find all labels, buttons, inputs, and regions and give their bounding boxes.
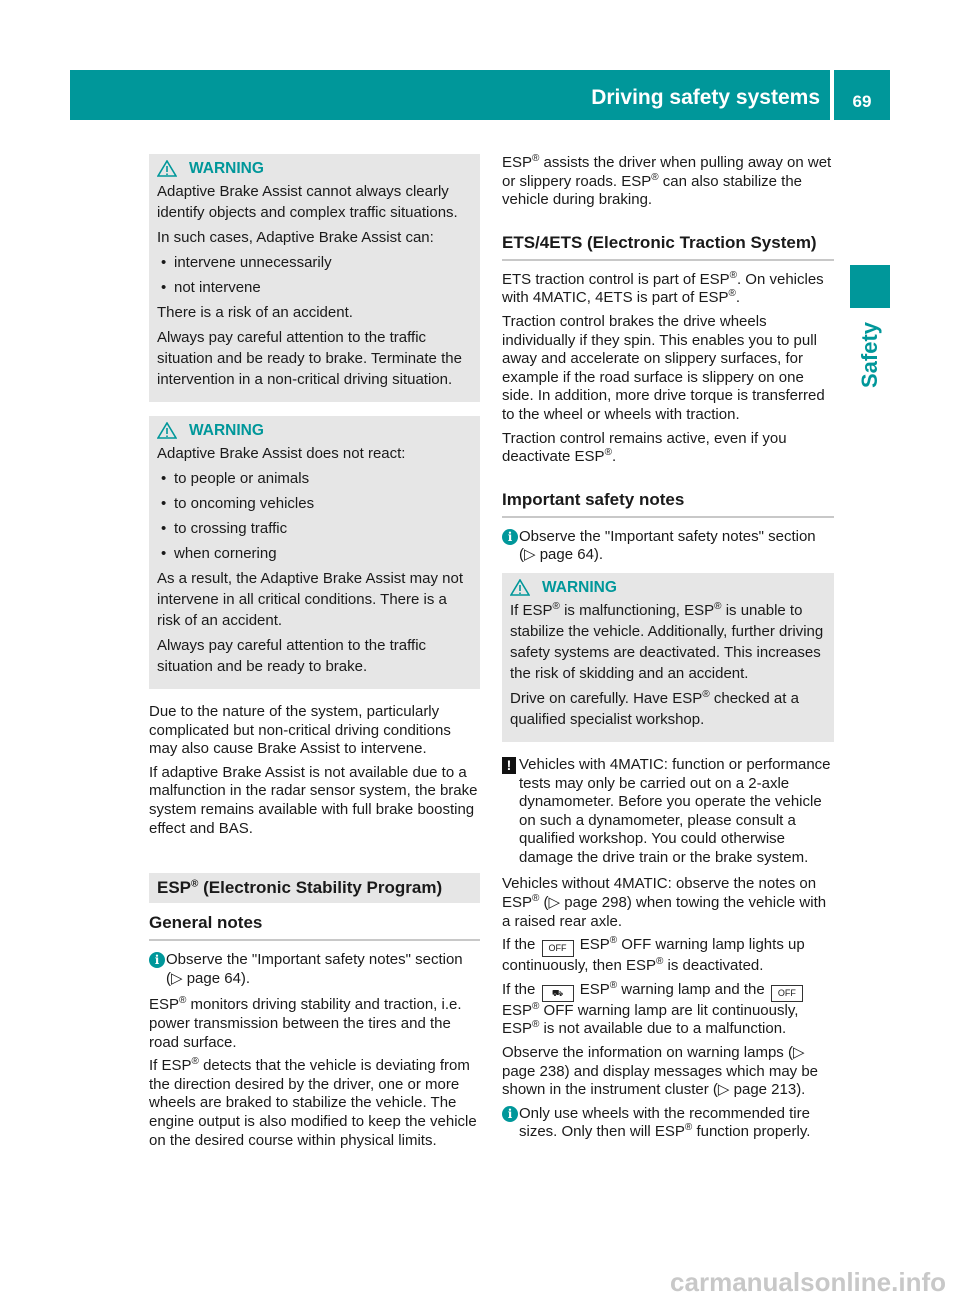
warning-triangle-icon: [157, 160, 177, 177]
warning-triangle-icon: [510, 579, 530, 596]
text: ETS traction control is part of ESP®. On vehicles with 4MATIC, 4ETS is part of ESP®.: [502, 269, 824, 307]
text: Adaptive Brake Assist cannot always clearly identify objects and complex traffic situations.: [157, 183, 458, 221]
info-icon: i: [149, 952, 165, 968]
text: Always pay careful attention to the traffic situation and be ready to brake. Terminate the intervention in a non-critical driving situation.: [157, 329, 462, 388]
text: ESP® monitors driving stability and traction, i.e. power transmission between the tires and the road surface.: [149, 995, 462, 1051]
caution-note: [502, 756, 834, 868]
text: In such cases, Adaptive Brake Assist can:: [157, 229, 434, 246]
text: If the OFF ESP® OFF warning lamp lights up continuously, then ESP® is deactivated.: [502, 935, 805, 975]
bullet-item: • intervene unnecessarily: [157, 252, 472, 273]
header-bar: [70, 70, 830, 120]
esp-off-lamp-icon: OFF: [771, 985, 803, 1002]
text: There is a risk of an accident.: [157, 304, 353, 321]
left-column: [149, 154, 480, 1155]
esp-warning-lamp-icon: ⛟: [542, 985, 574, 1002]
warning-triangle-icon: [157, 422, 177, 439]
side-tab-marker: [850, 265, 890, 308]
warning-box: [502, 573, 834, 742]
text: Traction control remains active, even if you deactivate ESP®.: [502, 429, 787, 466]
text: Only use wheels with the recommended tire sizes. Only then will ESP® function properly.: [519, 1104, 811, 1141]
info-note: [149, 951, 480, 988]
info-note: [502, 1105, 834, 1142]
text: ESP® assists the driver when pulling away on wet or slippery roads. ESP® can also stabilize the vehicle during braking.: [502, 153, 832, 209]
warning-box: [149, 154, 480, 402]
watermark: carmanualsonline.info: [670, 1267, 946, 1297]
text: Traction control brakes the drive wheels individually if they spin. This enables you to pull away and accelerate on slippery surfaces, for example if the road surface is slippery on one side. In addition, more drive torque is transferred to the wheel or wheels with traction.: [502, 312, 825, 423]
important-safety-heading: Important safety notes: [502, 490, 834, 518]
esp-heading: ESP® (Electronic Stability Program): [149, 873, 480, 903]
text: Observe the information on warning lamps (▷ page 238) and display messages which may be shown in the instrument cluster (▷ page 213).: [502, 1044, 819, 1099]
bullet-item: • when cornering: [157, 543, 472, 564]
text: If adaptive Brake Assist is not available due to a malfunction in the radar sensor system, the brake system remains available with full brake boosting effect and BAS.: [149, 763, 478, 837]
side-tab-label: Safety: [857, 321, 882, 389]
page-number: 69: [834, 70, 890, 120]
text: Drive on carefully. Have ESP® checked at a qualified specialist workshop.: [510, 688, 799, 728]
text: If ESP® is malfunctioning, ESP® is unable to stabilize the vehicle. Additionally, further driving safety systems are deactivated. This increases the risk of skidding and an accident.: [510, 600, 824, 682]
right-column: [502, 154, 834, 1150]
text: Due to the nature of the system, particularly complicated but non-critical driving conditions may also cause Brake Assist to intervene.: [149, 703, 451, 758]
bullet-item: • to oncoming vehicles: [157, 493, 472, 514]
text: Vehicles with 4MATIC: function or performance tests may only be carried out on a 2-axle dynamometer. Before you operate the vehicle on such a dynamometer, please consult a qualified workshop. You could otherwise damage the drive train or the brake system.: [519, 755, 831, 866]
exclamation-icon: !: [502, 757, 516, 774]
bullet-item: • not intervene: [157, 277, 472, 298]
text: Vehicles without 4MATIC: observe the notes on ESP® (▷ page 298) when towing the vehicle with a raised rear axle.: [502, 875, 827, 930]
bullet-item: • to people or animals: [157, 468, 472, 489]
warning-label: WARNING: [542, 578, 617, 596]
text: Observe the "Important safety notes" section (▷ page 64).: [166, 951, 463, 987]
bullet-item: • to crossing traffic: [157, 518, 472, 539]
esp-off-lamp-icon: OFF: [542, 940, 574, 957]
general-notes-heading: General notes: [149, 913, 480, 941]
section-title: Driving safety systems: [591, 86, 820, 109]
text: As a result, the Adaptive Brake Assist may not intervene in all critical conditions. There is a risk of an accident.: [157, 570, 463, 629]
text: Observe the "Important safety notes" section (▷ page 64).: [519, 527, 816, 564]
warning-label: WARNING: [189, 160, 264, 177]
warning-box: [149, 416, 480, 689]
ets-heading: ETS/4ETS (Electronic Traction System): [502, 233, 834, 261]
info-icon: i: [502, 529, 518, 545]
info-note: [502, 528, 834, 565]
text: If ESP® detects that the vehicle is deviating from the direction desired by the driver, one or more wheels are braked to stabilize the vehicle. The engine output is also modified to keep the vehicle on the desired course within physical limits.: [149, 1056, 477, 1149]
text: Always pay careful attention to the traffic situation and be ready to brake.: [157, 637, 427, 675]
warning-label: WARNING: [189, 422, 264, 439]
info-icon: i: [502, 1106, 518, 1122]
text: Adaptive Brake Assist does not react:: [157, 445, 406, 462]
text: If the ⛟ ESP® warning lamp and the OFF ESP® OFF warning lamp are lit continuously, ESP® is not available due to a malfunction.: [502, 981, 834, 1039]
